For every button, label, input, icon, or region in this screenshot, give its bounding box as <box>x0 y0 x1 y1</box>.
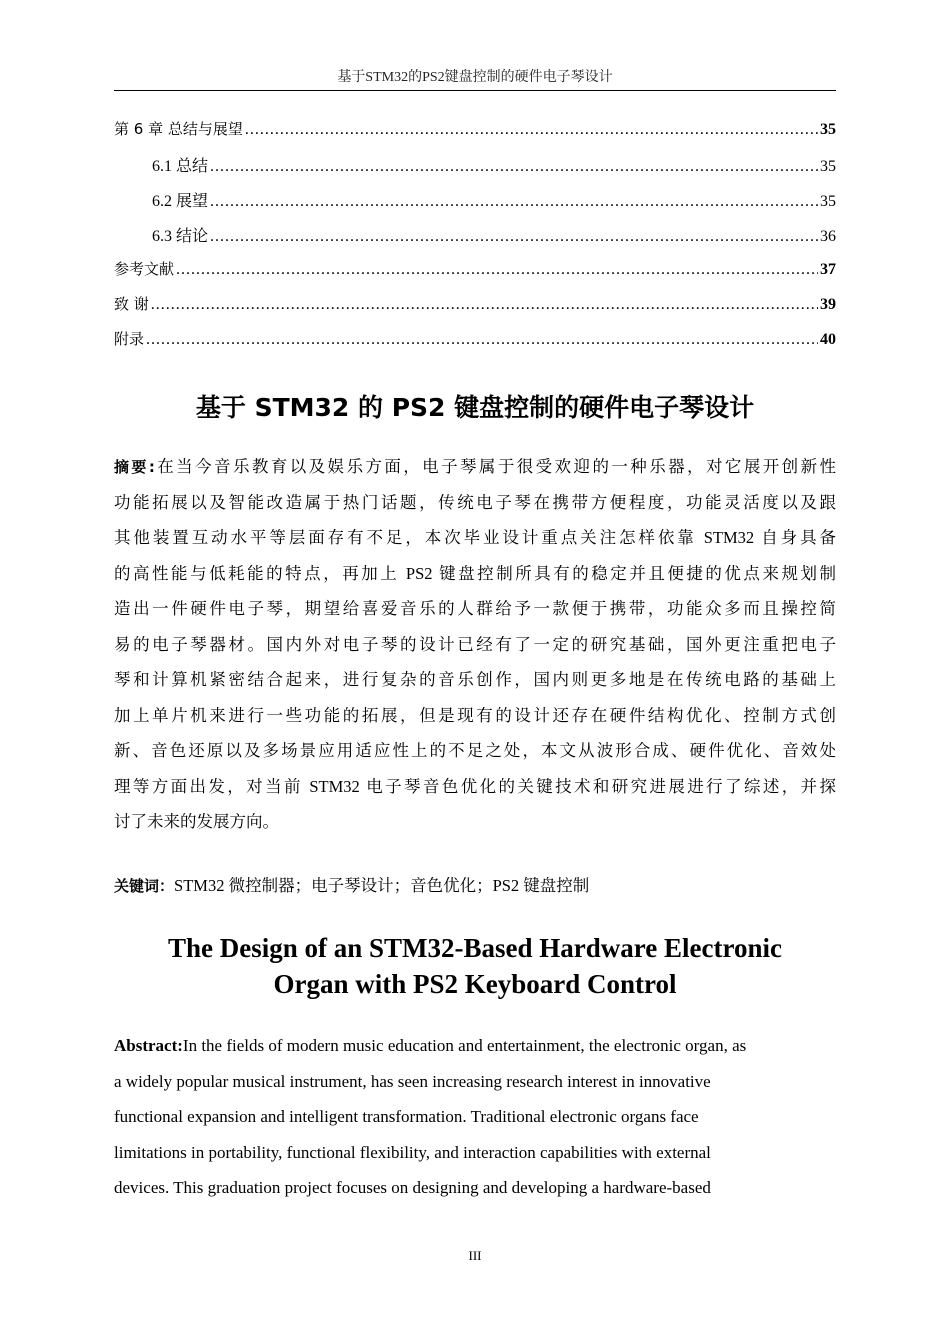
toc-entry[interactable] <box>114 258 836 293</box>
abstract-text: 讨了未来的发展方向。 <box>114 812 279 831</box>
abstract-text: 在当今音乐教育以及娱乐方面，电子琴属于很受欢迎的一种乐器，对它展开创新性 <box>154 457 837 476</box>
toc-entry[interactable] <box>114 118 836 153</box>
abstract-line <box>114 1135 836 1171</box>
toc-entry-page: 35 <box>820 121 836 138</box>
abstract-text: In the fields of modern music education and entertainment, the electronic organ, as <box>182 1036 747 1055</box>
toc-leader-dots <box>151 296 818 314</box>
abstract-text: functional expansion and intelligent transformation. Traditional electronic organs face <box>114 1107 699 1126</box>
english-abstract <box>114 1028 836 1206</box>
page-number: III <box>468 1248 482 1263</box>
toc-entry-page: 35 <box>820 193 836 210</box>
toc-entry-page: 40 <box>820 331 836 348</box>
chinese-abstract <box>114 449 836 840</box>
abstract-line <box>114 485 836 521</box>
abstract-text: 易的电子琴器材。国内外对电子琴的设计已经有了一定的研究基础，国外更注重把电子 <box>114 634 836 654</box>
toc-entry[interactable] <box>114 223 836 258</box>
abstract-line <box>114 769 836 805</box>
toc-entry-page: 39 <box>820 296 836 313</box>
toc-entry[interactable] <box>114 188 836 223</box>
table-of-contents <box>114 118 836 363</box>
abstract-line <box>114 662 836 698</box>
toc-leader-dots <box>210 158 818 176</box>
toc-entry[interactable] <box>114 153 836 188</box>
abstract-line <box>114 556 836 592</box>
abstract-line <box>114 733 836 769</box>
toc-entry-label: 附录 <box>114 330 145 348</box>
abstract-line <box>114 1064 836 1100</box>
english-title <box>114 930 836 1002</box>
toc-entry[interactable] <box>114 328 836 363</box>
abstract-text: a widely popular musical instrument, has seen increasing research interest in innovative <box>114 1071 711 1091</box>
abstract-line <box>114 804 836 840</box>
abstract-line <box>114 1028 836 1064</box>
chinese-keywords <box>114 868 836 904</box>
keywords-label: 关键词： <box>114 877 175 895</box>
toc-entry-label: 参考文献 <box>114 260 175 278</box>
abstract-line <box>114 1170 836 1206</box>
toc-leader-dots <box>146 331 818 349</box>
toc-leader-dots <box>245 121 818 139</box>
abstract-line <box>114 449 836 485</box>
header-rule <box>114 90 836 91</box>
toc-leader-dots <box>210 193 818 211</box>
abstract-line <box>114 627 836 663</box>
toc-entry-page: 36 <box>820 228 836 245</box>
toc-entry-label: 致 谢 <box>114 295 149 313</box>
toc-leader-dots <box>210 228 818 246</box>
toc-entry-page: 35 <box>820 158 836 175</box>
chinese-title: 基于 STM32 的 PS2 键盘控制的硬件电子琴设计 <box>195 393 755 422</box>
abstract-line <box>114 520 836 556</box>
abstract-line <box>114 1099 836 1135</box>
toc-entry-label: 第 6 章 总结与展望 <box>114 120 243 138</box>
abstract-text: 加上单片机来进行一些功能的拓展，但是现有的设计还存在硬件结构优化、控制方式创 <box>114 705 836 725</box>
abstract-text: 造出一件硬件电子琴，期望给喜爱音乐的人群给予一款便于携带，功能众多而且操控简 <box>114 599 836 618</box>
english-title-line: Organ with PS2 Keyboard Control <box>273 969 677 999</box>
abstract-line <box>114 698 836 734</box>
toc-entry-page: 37 <box>820 261 836 278</box>
abstract-text: 的高性能与低耗能的特点，再加上 PS2 键盘控制所具有的稳定并且便捷的优点来规划制 <box>114 563 836 583</box>
abstract-text: 琴和计算机紧密结合起来，进行复杂的音乐创作，国内则更多地是在传统电路的基础上 <box>114 670 836 689</box>
toc-entry-label: 6.1 总结 <box>152 158 209 175</box>
toc-entry-label: 6.3 结论 <box>152 228 209 245</box>
toc-entry-label: 6.2 展望 <box>152 193 209 210</box>
abstract-text: 理等方面出发，对当前 STM32 电子琴音色优化的关键技术和研究进展进行了综述，并探 <box>114 776 836 796</box>
abstract-text: 功能拓展以及智能改造属于热门话题，传统电子琴在携带方便程度，功能灵活度以及跟 <box>114 492 836 512</box>
toc-entry[interactable] <box>114 293 836 328</box>
toc-leader-dots <box>176 261 818 279</box>
running-header: 基于STM32的PS2键盘控制的硬件电子琴设计 <box>337 70 613 85</box>
abstract-line <box>114 591 836 627</box>
abstract-text: devices. This graduation project focuses on designing and developing a hardware-based <box>114 1178 711 1197</box>
abstract-text: limitations in portability, functional flexibility, and interaction capabilities with external <box>114 1142 711 1162</box>
abstract-text: 新、音色还原以及多场景应用适应性上的不足之处，本文从波形合成、硬件优化、音效处 <box>114 741 836 760</box>
abstract-label: Abstract: <box>114 1036 183 1055</box>
abstract-text: 其他装置互动水平等层面存有不足，本次毕业设计重点关注怎样依靠 STM32 自身具备 <box>114 528 836 547</box>
abstract-label: 摘要: <box>114 458 155 476</box>
keywords-text: STM32 微控制器；电子琴设计；音色优化；PS2 键盘控制 <box>174 876 590 895</box>
english-title-line: The Design of an STM32-Based Hardware Electronic <box>168 933 782 963</box>
